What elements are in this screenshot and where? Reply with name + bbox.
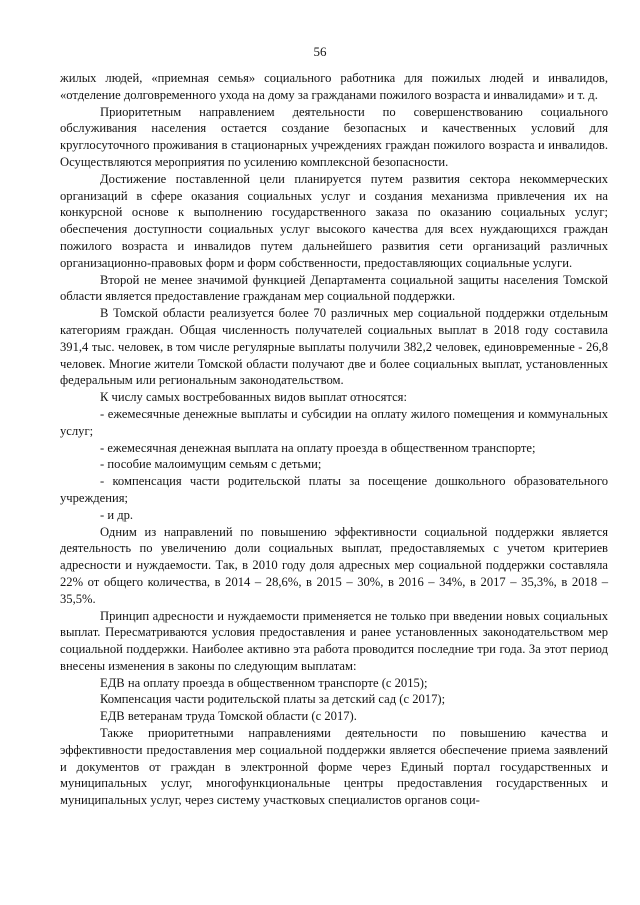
- paragraph-continuation: жилых людей, «приемная семья» социального работника для пожилых людей и инвалидов, «отделение долговременного ухода на дому за гражданами пожилого возраста и инвалидами» и т. д.: [60, 71, 608, 102]
- list-item: Компенсация части родительской платы за детский сад (с 2017);: [100, 692, 446, 707]
- list-item: - ежемесячная денежная выплата на оплату проезда в общественном транспорте;: [100, 440, 536, 455]
- list-item: - ежемесячные денежные выплаты и субсидии на оплату жилого помещения и коммунальных услуг;: [60, 406, 608, 438]
- paragraph-goal-achievement: Достижение поставленной цели планируется путем развития сектора некоммерческих организаций в сфере оказания социальных услуг и создания механизма привлечения их на конкурсной основе к выполнению государственного заказа по оказанию социальных услуг; обеспечения доступности социальных услуг высокого качества для всех нуждающихся граждан пожилого возраста и инвалидов путем дальнейшего развития сети организаций различных организационно-правовых форм и форм собственности, предоставляющих социальные услуги.: [60, 171, 608, 270]
- list-item: ЕДВ на оплату проезда в общественном транспорте (с 2015);: [100, 675, 428, 690]
- paragraph-support-measures-stats: В Томской области реализуется более 70 различных мер социальной поддержки отдельным категориям граждан. Общая численность получателей социальных выплат в 2018 году составила 391,4 тыс. человек, в том числе регулярные выплаты получили 382,2 человек, единовременные - 26,8 человек. Многие жители Томской области получают две и более социальных выплат, установленных федеральным или региональным законодательством.: [60, 306, 608, 388]
- list-item: - компенсация части родительской платы за посещение дошкольного образовательного учреждения;: [60, 474, 608, 505]
- list-item: - пособие малоимущим семьям с детьми;: [100, 457, 322, 472]
- popular-payments-list: [60, 406, 608, 524]
- list-item: - и др.: [100, 507, 134, 522]
- paragraph-social-service-priority: Приоритетным направлением деятельности по совершенствованию социального обслуживания населения остается создание безопасных и качественных условий для круглосуточного проживания в стационарных учреждениях граждан пожилого возраста и инвалидов. Осуществляются мероприятия по усилению комплексной безопасности.: [60, 104, 608, 169]
- paragraph-targeting-principle: Принцип адресности и нуждаемости применяется не только при введении новых социальных выплат. Пересматриваются условия предоставления и ранее установленных законодательством мер социальной поддержки. Наиболее активно эта работа проводится последние три года. За этот период внесены изменения в законы по следующим выплатам:: [60, 608, 608, 673]
- page-number: 56: [313, 44, 327, 59]
- paragraph-electronic-services: Также приоритетными направлениями деятельности по повышению качества и эффективности предоставления мер социальной поддержки является обеспечение приема заявлений и документов от граждан в электронной форме через Единый портал государственных и муниципальных услуг, многофункциональные центры предоставления государственных и муниципальных услуг, через систему участковых специалистов органов соци-: [60, 726, 608, 808]
- document-body: [60, 70, 608, 809]
- changed-laws-list: [60, 675, 608, 725]
- paragraph-department-function: Второй не менее значимой функцией Департамента социальной защиты населения Томской области является предоставление гражданам мер социальной поддержки.: [60, 272, 608, 304]
- list-item: ЕДВ ветеранам труда Томской области (с 2017).: [100, 709, 357, 724]
- paragraph-targeted-support-share: Одним из направлений по повышению эффективности социальной поддержки является деятельность по увеличению доли социальных выплат, предоставляемых с учетом критериев адресности и нуждаемости. Так, в 2010 году доля адресных мер социальной поддержки составляла 22% от общего количества, в 2014 – 28,6%, в 2015 – 30%, в 2016 – 34%, в 2017 – 35,3%, в 2018 – 35,5%.: [60, 524, 608, 606]
- paragraph-popular-payments-intro: К числу самых востребованных видов выплат относятся:: [100, 390, 407, 405]
